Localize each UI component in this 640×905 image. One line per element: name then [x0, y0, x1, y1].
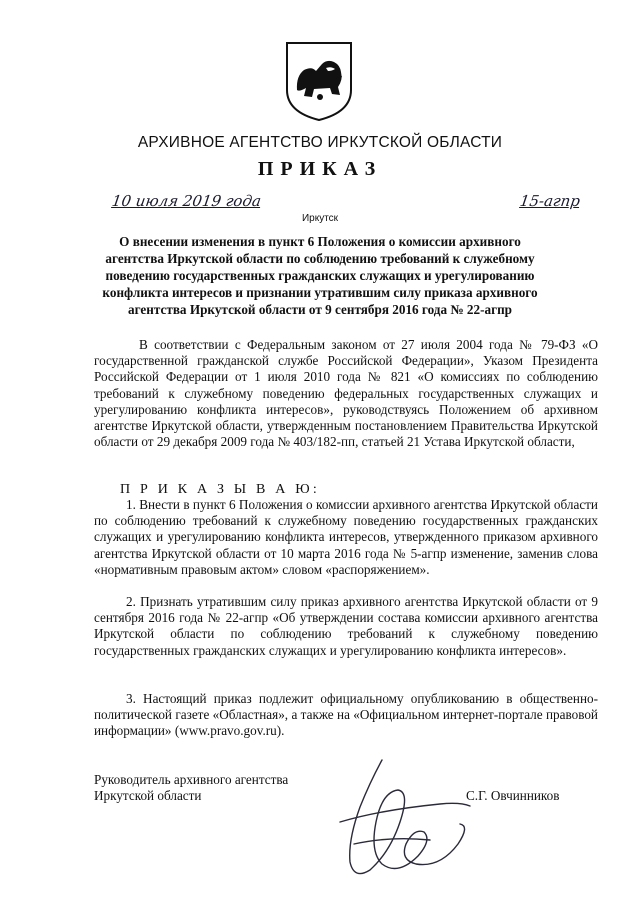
signatory-name: С.Г. Овчинников	[466, 788, 560, 803]
orders-heading: П Р И К А З Ы В А Ю:	[120, 482, 320, 497]
handwritten-signature-icon	[320, 752, 475, 892]
handwritten-date: 10 июля 2019 года	[110, 192, 263, 210]
signatory-title	[94, 772, 354, 804]
coat-of-arms-icon	[282, 40, 356, 122]
order-subject: О внесении изменения в пункт 6 Положения о комиссии архивного агентства Иркутской области по соблюдению требований к служебному поведению государственных гражданских служащих и урегулированию конфликта интересов и признании утратившим силу приказа архивного агентства Иркутской области от 9 сентября 2016 года № 22-агпр	[102, 234, 538, 318]
city-label: Иркутск	[301, 213, 339, 224]
handwritten-order-number: 15-агпр	[518, 192, 582, 210]
document-type-title: ПРИКАЗ	[257, 158, 383, 180]
order-item-1: 1. Внести в пункт 6 Положения о комиссии архивного агентства Иркутской области по соблюдению требований к служебному поведению государственных гражданских служащих и урегулированию конфликта интересов, утвержденного приказом архивного агентства Иркутской области от 10 марта 2016 года № 5-агпр изменение, заменив слова «нормативным правовым актом» словом «распоряжением».	[94, 497, 598, 577]
signatory-title-line-1: Руководитель архивного агентства	[94, 772, 289, 787]
agency-name: АРХИВНОЕ АГЕНТСТВО ИРКУТСКОЙ ОБЛАСТИ	[137, 134, 503, 151]
signatory-title-line-2: Иркутской области	[94, 788, 202, 804]
order-item-2: 2. Признать утратившим силу приказ архивного агентства Иркутской области от 9 сентября 2016 года № 22-агпр «Об утверждении состава комиссии архивного агентства Иркутской области по соблюдению требований к служебному поведению государственных гражданских служащих и урегулированию конфликта интересов».	[94, 594, 598, 658]
preamble-paragraph: В соответствии с Федеральным законом от 27 июля 2004 года № 79-ФЗ «О государственной гражданской службе Российской Федерации», Указом Президента Российской Федерации от 1 июля 2010 года № 821 «О комиссиях по соблюдению требований к служебному поведению федеральных государственных служащих и урегулированию конфликта интересов», руководствуясь Положением об архивном агентстве Иркутской области, утвержденным постановлением Правительства Иркутской области от 29 декабря 2009 года № 403/182-пп, статьей 21 Устава Иркутской области,	[94, 337, 598, 450]
order-item-3: 3. Настоящий приказ подлежит официальному опубликованию в общественно-политической газете «Областная», а также на «Официальном интернет-портале правовой информации» (www.pravo.gov.ru).	[94, 691, 598, 739]
